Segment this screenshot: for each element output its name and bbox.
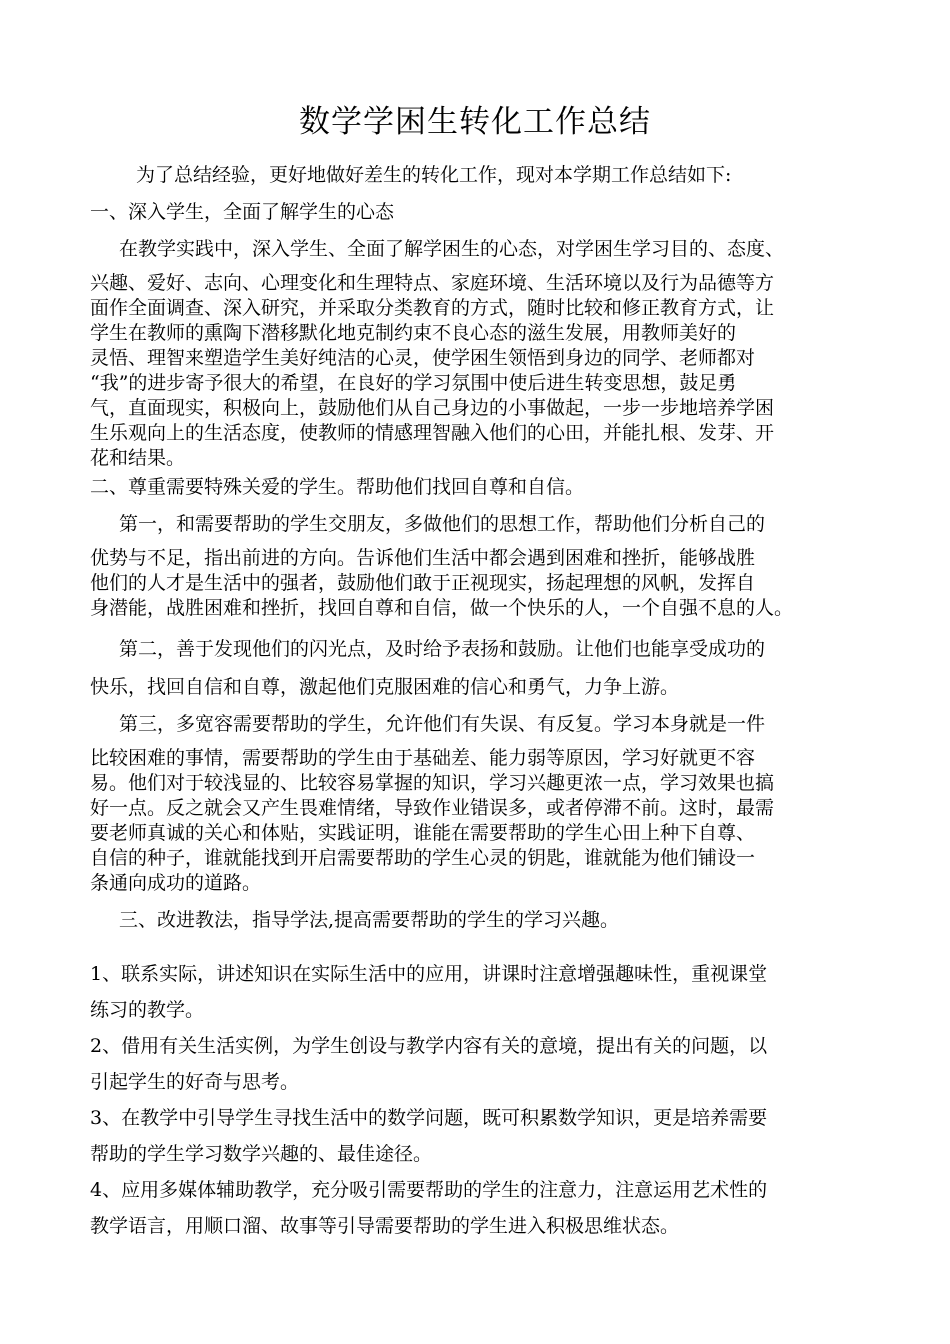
section2-first-line-2: 优势与不足，指出前进的方向。告诉他们生活中都会遇到困难和挫折，能够战胜 bbox=[90, 547, 756, 569]
intro-paragraph: 为了总结经验，更好地做好差生的转化工作，现对本学期工作总结如下: bbox=[136, 164, 732, 186]
section2-first-body bbox=[90, 546, 865, 621]
section2-third-line-7: 条通向成功的道路。 bbox=[90, 872, 262, 894]
section1-body-line-2: 兴趣、爱好、志向、心理变化和生理特点、家庭环境、生活环境以及行为品德等方 bbox=[90, 272, 775, 294]
list-item-3 bbox=[90, 1100, 865, 1172]
section2-first-line-4: 身潜能，战胜困难和挫折，找回自尊和自信，做一个快乐的人，一个自强不息的人。 bbox=[90, 597, 794, 619]
list-item-4 bbox=[90, 1172, 865, 1244]
section2-heading: 二、尊重需要特殊关爱的学生。帮助他们找回自尊和自信。 bbox=[90, 476, 585, 498]
section3-heading: 三、改进教法，指导学法,提高需要帮助的学生的学习兴趣。 bbox=[119, 909, 620, 931]
section2-first-line-1: 第一，和需要帮助的学生交朋友，多做他们的思想工作，帮助他们分析自己的 bbox=[119, 513, 766, 535]
section1-body-line-7: 气，直面现实，积极向上，鼓励他们从自己身边的小事做起，一步一步地培养学困 bbox=[90, 397, 775, 419]
section2-second-line-2: 快乐，找回自信和自尊，激起他们克服困难的信心和勇气，力争上游。 bbox=[90, 676, 680, 698]
section2-third-body bbox=[90, 746, 865, 896]
list-item-4-line-1: 4、应用多媒体辅助教学，充分吸引需要帮助的学生的注意力，注意运用艺术性的 bbox=[90, 1179, 768, 1201]
list-item-4-line-2: 教学语言，用顺口溜、故事等引导需要帮助的学生进入积极思维状态。 bbox=[90, 1215, 680, 1237]
list-item-2-line-1: 2、借用有关生活实例，为学生创设与教学内容有关的意境，提出有关的问题，以 bbox=[90, 1035, 768, 1057]
list-item-3-line-1: 3、在教学中引导学生寻找生活中的数学问题，既可积累数学知识，更是培养需要 bbox=[90, 1107, 768, 1129]
section1-body-line-9: 花和结果。 bbox=[90, 447, 186, 469]
section1-body-line-1: 在教学实践中，深入学生、全面了解学困生的心态，对学困生学习目的、态度、 bbox=[119, 238, 785, 260]
section1-body-line-3: 面作全面调查、深入研究，并采取分类教育的方式，随时比较和修正教育方式，让 bbox=[90, 297, 775, 319]
section2-first-line-3: 他们的人才是生活中的强者，鼓励他们敢于正视现实，扬起理想的风帆，发挥自 bbox=[90, 572, 756, 594]
section2-third-line-3: 易。他们对于较浅显的、比较容易掌握的知识，学习兴趣更浓一点，学习效果也搞 bbox=[90, 772, 775, 794]
document-title: 数学学困生转化工作总结 bbox=[299, 104, 651, 140]
list-item-1-line-1: 1、联系实际，讲述知识在实际生活中的应用，讲课时注意增强趣味性，重视课堂 bbox=[90, 963, 768, 985]
list-item-1 bbox=[90, 956, 865, 1028]
section1-body-line-5: 灵悟、理智来塑造学生美好纯洁的心灵，使学困生领悟到身边的同学、老师都对 bbox=[90, 347, 756, 369]
section1-body-line-6: “我”的进步寄予很大的希望，在良好的学习氛围中使后进生转变思想，鼓足勇 bbox=[90, 372, 737, 394]
section2-third-line-1: 第三，多宽容需要帮助的学生，允许他们有失误、有反复。学习本身就是一件 bbox=[119, 713, 766, 735]
section1-body bbox=[90, 271, 865, 471]
section2-third-line-5: 要老师真诚的关心和体贴，实践证明，谁能在需要帮助的学生心田上种下自尊、 bbox=[90, 822, 756, 844]
list-item-2 bbox=[90, 1028, 865, 1100]
section1-heading: 一、深入学生，全面了解学生的心态 bbox=[90, 201, 395, 223]
section2-third-line-4: 好一点。反之就会又产生畏难情绪，导致作业错误多，或者停滞不前。这时，最需 bbox=[90, 797, 775, 819]
list-item-2-line-2: 引起学生的好奇与思考。 bbox=[90, 1071, 300, 1093]
section2-third-line-6: 自信的种子，谁就能找到开启需要帮助的学生心灵的钥匙，谁就能为他们铺设一 bbox=[90, 847, 756, 869]
list-item-3-line-2: 帮助的学生学习数学兴趣的、最佳途径。 bbox=[90, 1143, 433, 1165]
section2-second-line-1: 第二，善于发现他们的闪光点，及时给予表扬和鼓励。让他们也能享受成功的 bbox=[119, 638, 766, 660]
list-item-1-line-2: 练习的教学。 bbox=[90, 999, 205, 1021]
section2-third-line-2: 比较困难的事情，需要帮助的学生由于基础差、能力弱等原因，学习好就更不容 bbox=[90, 747, 756, 769]
section1-body-line-4: 学生在教师的熏陶下潜移默化地克制约束不良心态的滋生发展，用教师美好的 bbox=[90, 322, 737, 344]
section1-body-line-8: 生乐观向上的生活态度，使教师的情感理智融入他们的心田，并能扎根、发芽、开 bbox=[90, 422, 775, 444]
